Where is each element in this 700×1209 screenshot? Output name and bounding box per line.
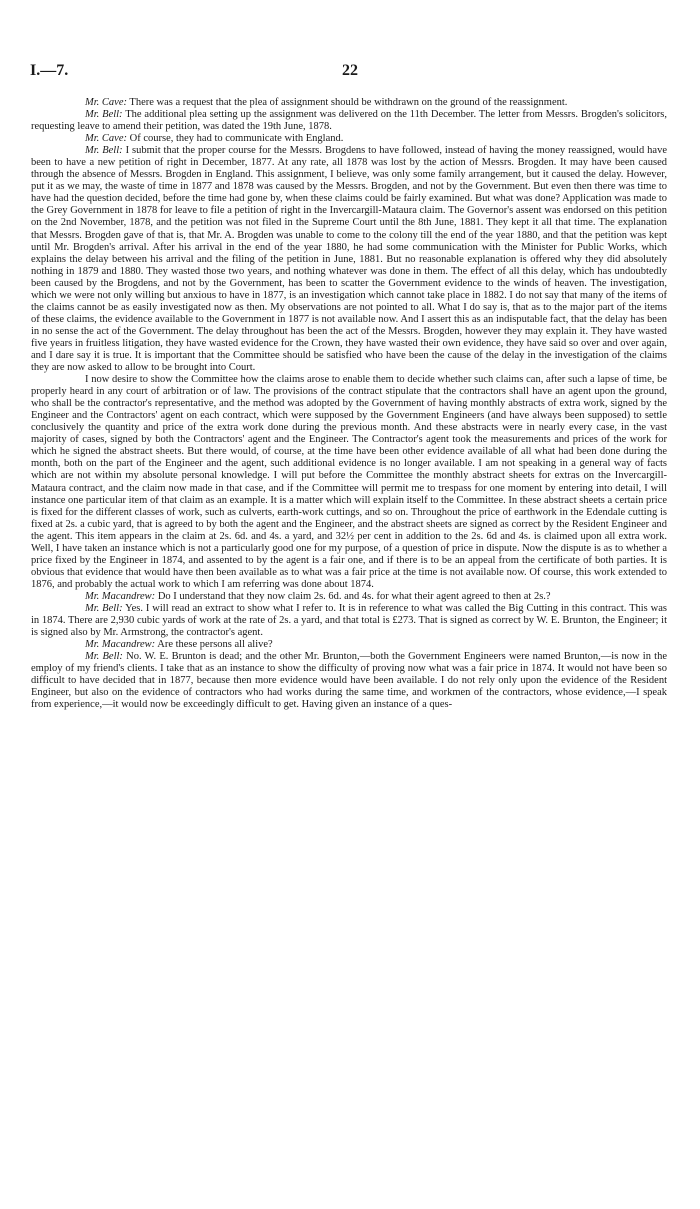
paragraph <box>31 109 667 133</box>
paragraph <box>31 639 667 651</box>
paragraph-text: Are these persons all alive? <box>155 639 273 651</box>
paragraph-text: There was a request that the plea of assignment should be withdrawn on the ground of the reassignment. <box>127 97 568 108</box>
paragraph-text: I submit that the proper course for the Messrs. Brogdens to have followed, instead of having the money reassigned, would have been to have a new petition of right in December, 1877. At any rate, all 1878 was lost by the action of Messrs. Brogden. It may have been caused through the absence of Messrs. Brogden in England. This assignment, I believe, was only some family arrangement, but it caused the delay. However, put it as we may, the waste of time in 1877 and 1878 was caused by the Messrs. Brogden, and not by the Government. But even then there was time to have had the question decided, before the time had gone by, when these claims could be fairly examined. But what was done? Application was made to the Grey Government in 1878 for leave to file a petition of right in the Invercargill-Mataura claim. The Governor's assent was endorsed on this petition on the 2nd November, 1878, and the petition was not filed in the Supreme Court until the 8th June, 1881. They kept it all that time. The explanation that Messrs. Brogden gave of that is, that Mr. A. Brogden was unable to come to the colony till the end of the year 1880, and that the petition was kept until Mr. Brogden's arrival. After his arrival in the end of the year 1880, he had some communication with the Minister for Public Works, which explains the delay between his arrival and the filing of the petition in June, 1881. But no reasonable explanation is offered why they did absolutely nothing in 1879 and 1880. They wasted those two years, and nothing whatever was done in them. The effect of all this delay, which has undoubtedly been caused by the Brogdens, and not by the Government, has been to scatter the Government evidence to the winds of heaven. The investigation, which we were not only willing but anxious to have in 1877, is an investigation which cannot take place in 1882. I do not say that many of the items of the claims cannot be as easily investigated now as then. My observations are not pointed to all. What I do say is, that as to the major part of the items of these claims, the evidence available to the Government in 1877 is not available now. And I assert this as an indisputable fact, that the delay has been in no sense the act of the Government. The delay throughout has been the act of the Messrs. Brogden, however they may explain it. They have wasted five years in fruitless litigation, they have wasted evidence for the Crown, they have wasted their own evidence, they have said so over and over again, and I dare say it is true. It is important that the Committee should be satisfied who have been the cause of the delay in the investigation of the claims they are now asked to allow to be brought into Court. <box>31 145 667 374</box>
paragraph <box>31 133 667 145</box>
paragraph <box>31 591 667 603</box>
paragraph <box>31 603 667 639</box>
body-text <box>31 97 667 711</box>
page-number: 22 <box>342 62 358 79</box>
paragraph-text: Yes. I will read an extract to show what I refer to. It is in reference to what was called the Big Cutting in this contract. This was in 1874. There are 2,930 cubic yards of work at the rate of 2s. a yard, and that total is £273. That is signed as correct by W. E. Brunton, the Engineer; it is signed also by Mr. Armstrong, the contractor's agent. <box>31 602 667 639</box>
speaker-name: Mr. Macandrew: <box>85 639 156 651</box>
speaker-name: Mr. Macandrew: <box>85 590 156 602</box>
paragraph-text: I now desire to show the Committee how the claims arose to enable them to decide whether such claims can, after such a lapse of time, be properly heard in any court of arbitration or of law. The provisions of the contract stipulate that the contractors shall have an agent upon the ground, who shall be the contractor's representative, and the method was adopted by the Government of having monthly abstracts of extra work, signed by the Engineer and the Contractors' agent on each contract, which were supposed by the Government Engineers (and have always been supposed) to settle conclusively the quantity and price of the extra work done during the previous month. And these abstracts were in nearly every case, in the vast majority of cases, signed by both the Contractors' agent and the Engineer. The Contractor's agent took the measurements and prices of the work for which he signed the abstract sheets. But there would, of course, at the time have been other evidence available of all what had been done during the month, both on the part of the Engineer and the agent, such additional evidence is no longer available. I am not speaking in a general way of facts which are not within my absolute personal knowledge. I will put before the Committee the monthly abstract sheets for extras on the Invercargill-Mataura contract, and the claim now made in that case, and if the Committee will permit me to trespass for one moment by entering into detail, I will instance one particular item of that claim as an example. It is a matter which will explain itself to the Committee. In these abstract sheets a certain price is fixed for the different classes of work, such as culverts, earth-work cuttings, and so on. Throughout the price of earthwork in the Edendale cutting is fixed at 2s. a cubic yard, that is agreed to by both the agent and the Engineer, and the abstract sheets are signed as correct by the Resident Engineer and the agent. This item appears in the claim at 2s. 6d. and 4s. a yard, and 32½ per cent in addition to the 2s. 6d and 4s. is claimed upon all extra work. Well, I have taken an instance which is not a particularly good one for my purpose, of a question of price in dispute. Now the dispute is as to whether a price fixed by the Engineer in 1874, and assented to by the agent is a fair one, and if there is to be an appeal from the certificate of both parties. It is obvious that evidence that would have then been available as to what was a fair price at the time is not available now. Of course, this work extended to 1876, and probably the actual work to which I am referring was done about 1874. <box>31 374 667 590</box>
speaker-name: Mr. Bell: <box>85 602 123 614</box>
document-reference: I.—7. <box>30 62 69 79</box>
paragraph <box>31 374 667 591</box>
paragraph <box>31 145 667 374</box>
speaker-name: Mr. Cave: <box>85 97 127 108</box>
paragraph-text: Of course, they had to communicate with England. <box>127 133 344 145</box>
speaker-name: Mr. Bell: <box>85 145 123 157</box>
paragraph <box>31 651 667 711</box>
speaker-name: Mr. Bell: <box>85 651 123 663</box>
speaker-name: Mr. Cave: <box>85 133 127 145</box>
paragraph-text: No. W. E. Brunton is dead; and the other Mr. Brunton,—both the Government Engineers were named Brunton,—is now in the employ of my friend's clients. I take that as an instance to show the difficulty of proving now what was a fair price in 1874. It would not have been so difficult to have decided that in 1877, because then more evidence would have been available. I do not rely only upon the evidence of the Resident Engineer, but also on the evidence of contractors who had works during the same time, and workmen of the contractors, whose evidence,—I speak from experience,—it would now be exceedingly difficult to get. Having given an instance of a ques- <box>31 651 667 711</box>
paragraph-text: Do I understand that they now claim 2s. 6d. and 4s. for what their agent agreed to then at 2s.? <box>155 590 551 602</box>
paragraph-text: The additional plea setting up the assignment was delivered on the 11th December. The letter from Messrs. Brogden's solicitors, requesting leave to amend their petition, was dated the 19th June, 1878. <box>31 109 667 133</box>
page-header <box>30 62 670 86</box>
speaker-name: Mr. Bell: <box>85 109 123 121</box>
paragraph <box>31 97 667 109</box>
